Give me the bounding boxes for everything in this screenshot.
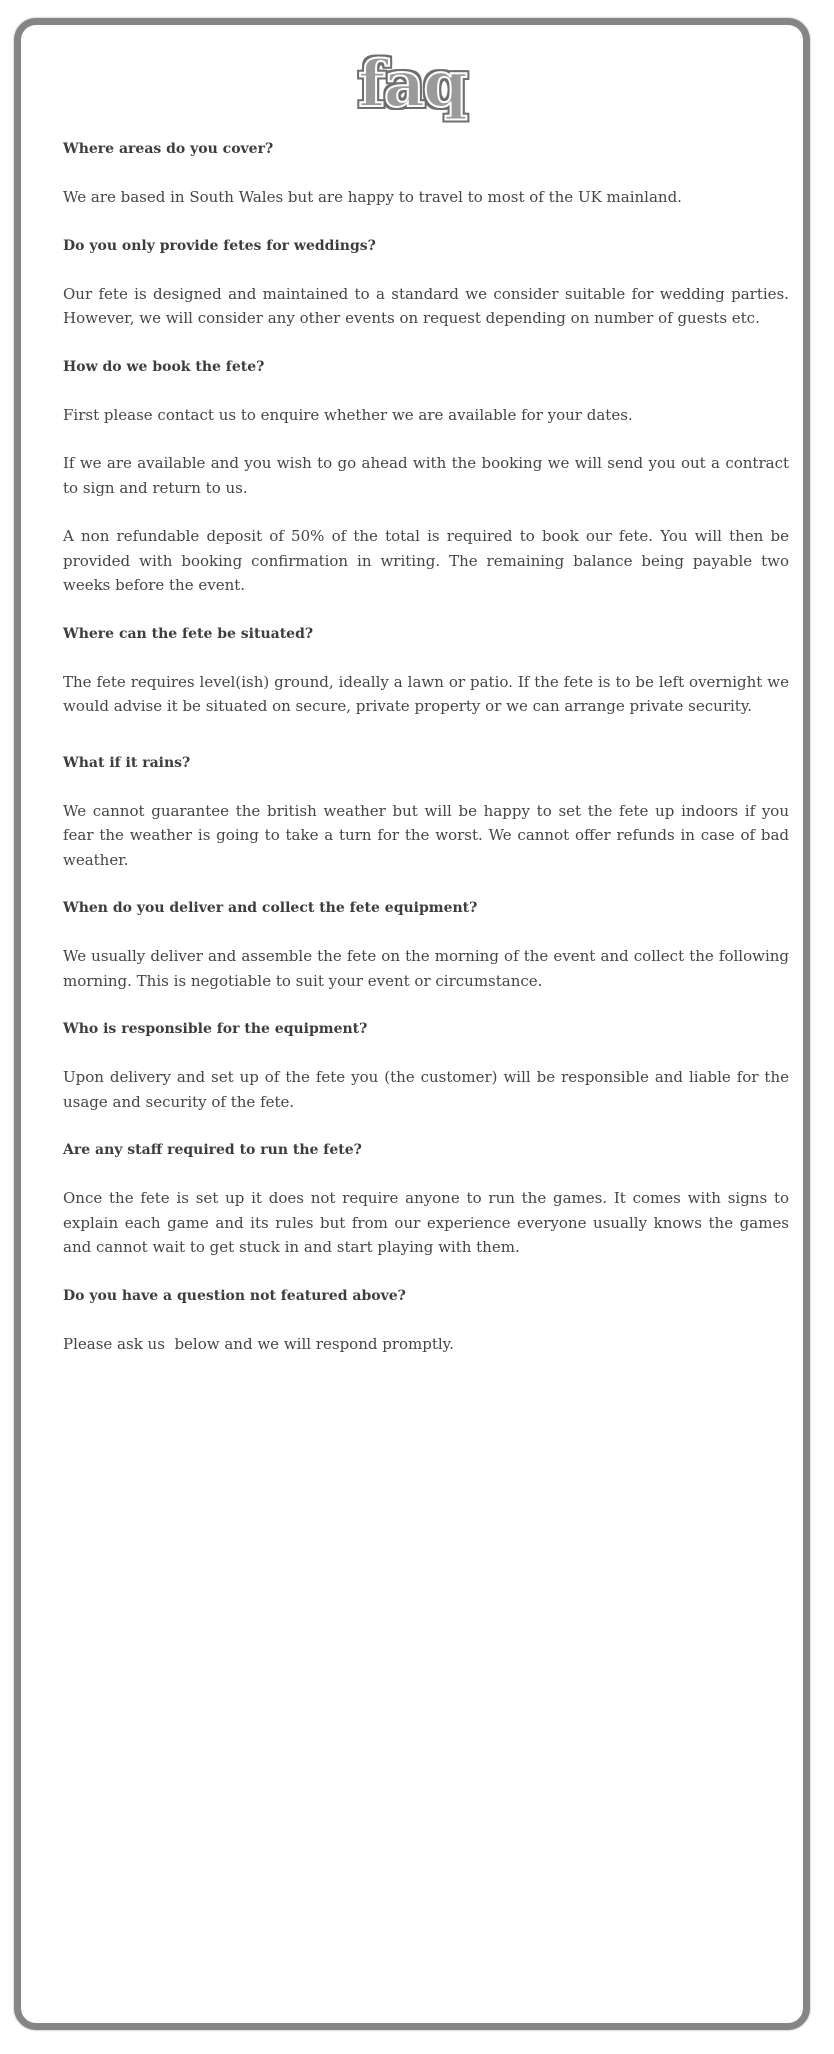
faq-answer: A non refundable deposit of 50% of the total is required to book our fete. You will then be provided with booking confirmation in writing. The remaining balance being payable two weeks before the event. — [63, 527, 789, 594]
faq-item-rain — [63, 751, 789, 873]
faq-question: How do we book the fete? — [63, 358, 265, 375]
faq-question: Do you have a question not featured above? — [63, 1287, 406, 1304]
faq-answer: Once the fete is set up it does not require anyone to run the games. It comes with signs to explain each game and its rules but from our experience everyone usually knows the games and cannot wait to get stuck in and start playing with them. — [63, 1189, 789, 1256]
faq-answer: The fete requires level(ish) ground, ideally a lawn or patio. If the fete is to be left overnight we would advise it be situated on secure, private property or we can arrange private security. — [63, 672, 789, 715]
faq-item-other-question — [63, 1284, 789, 1357]
faq-question: Are any staff required to run the fete? — [63, 1142, 362, 1158]
faq-answer: First please contact us to enquire whether we are available for your dates. — [63, 405, 633, 424]
faq-item-coverage — [63, 137, 789, 210]
faq-question: Where can the fete be situated? — [63, 625, 314, 642]
faq-item-responsibility — [63, 1017, 789, 1114]
faq-item-weddings — [63, 234, 789, 331]
faq-answer: We cannot guarantee the british weather but will be happy to set the fete up indoors if you fear the weather is going to take a turn for the worst. We cannot offer refunds in case of bad weather. — [63, 801, 789, 869]
faq-list — [63, 137, 789, 1380]
faq-question: What if it rains? — [63, 754, 191, 771]
faq-panel — [14, 18, 810, 2030]
faq-answer: Please ask us below and we will respond promptly. — [63, 1334, 454, 1353]
faq-answer: We are based in South Wales but are happy to travel to most of the UK mainland. — [63, 188, 682, 206]
faq-question: When do you deliver and collect the fete equipment? — [63, 900, 478, 916]
faq-item-delivery — [63, 896, 789, 993]
faq-question: Who is responsible for the equipment? — [63, 1021, 368, 1037]
faq-item-staff — [63, 1138, 789, 1260]
faq-answer: If we are available and you wish to go ahead with the booking we will send you out a contract to sign and return to us. — [63, 454, 789, 497]
faq-question: Do you only provide fetes for weddings? — [63, 237, 376, 254]
faq-logo-text: faq — [358, 47, 466, 122]
faq-answer: Upon delivery and set up of the fete you (the customer) will be responsible and liable for the usage and security of the fete. — [63, 1068, 789, 1111]
faq-item-booking — [63, 355, 789, 598]
faq-question: Where areas do you cover? — [63, 141, 274, 157]
faq-item-location — [63, 622, 789, 719]
faq-answer: We usually deliver and assemble the fete on the morning of the event and collect the following morning. This is negotiable to suit your event or circumstance. — [63, 947, 789, 990]
faq-logo — [21, 49, 803, 121]
faq-answer: Our fete is designed and maintained to a standard we consider suitable for wedding parties. However, we will consider any other events on request depending on number of guests etc. — [63, 284, 789, 327]
